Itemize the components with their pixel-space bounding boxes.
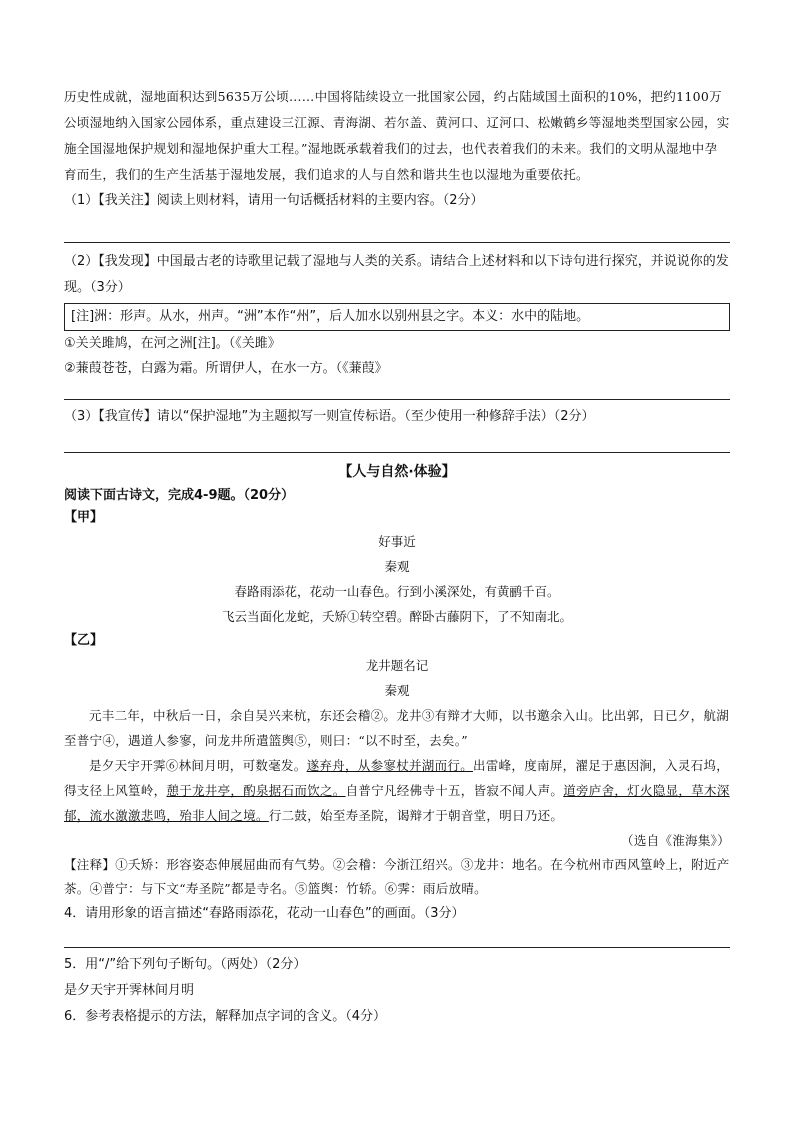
yi-p2-d-underlined: 憩于龙井亭，酌泉据石而饮之。 [166, 783, 346, 798]
question-4: 4．请用形象的语言描述“春路雨添花，花动一山春色”的画面。（3分） [64, 906, 465, 921]
yi-paragraph-1: 元丰二年，中秋后一日，余自吴兴来杭，东还会稽②。龙井③有辩才大师，以书邀余入山。比出郭，日已夕，航湖至普宁④，遇道人参寥，问龙井所遣篮舆⑤，则曰：“以不时至，去矣。” [64, 708, 730, 748]
source-citation: （选自《淮海集》） [621, 833, 730, 848]
jia-author: 秦观 [384, 559, 410, 574]
annotation-notes: 【注释】①夭矫：形容姿态伸展屈曲而有气势。②会稽：今浙江绍兴。③龙井：地名。在今杭州市西风篁岭上，附近产茶。④普宁：与下文“寿圣院”都是寺名。⑤篮舆：竹轿。⑥霁：雨后放晴。 [64, 857, 730, 896]
yi-author: 秦观 [384, 683, 410, 698]
intro-paragraph: 历史性成就，湿地面积达到5635万公顷……中国将陆续设立一批国家公园，约占陆域国土面积的10%，把约1100万公顷湿地纳入国家公园体系，重点建设三江源、青海湖、若尔盖、黄河口、辽河口、松嫩鹤乡等湿地类型国家公园，实施全国湿地保护规划和湿地保护重大工程。”湿地既承载着我们的过去，也代表着我们的未来。我们的文明从湿地中孕育而生，我们的生产生活基于湿地发展，我们追求的人与自然和谐共生也以湿地为重要依托。 [64, 89, 730, 182]
section-title: 【人与自然·体验】 [338, 464, 456, 480]
answer-line-2[interactable] [64, 381, 730, 400]
note-box: [注]洲：形声。从水，州声。“洲”本作“州”，后人加水以别州县之字。本义：水中的陆地。 [64, 303, 730, 331]
poem-line-2: ②蒹葭苍苍，白露为霜。所谓伊人，在水一方。（《蒹葭》 [64, 361, 388, 376]
question-3: （3）【我宣传】请以“保护湿地”为主题拟写一则宣传标语。（至少使用一种修辞手法）（2分） [64, 409, 595, 424]
jia-line-2: 飞云当面化龙蛇，夭矫①转空碧。醉卧古藤阴下，了不知南北。 [221, 609, 572, 624]
poem-line-1: ①关关雎鸠，在河之洲[注]。（《关雎》 [64, 336, 281, 351]
question-2: （2）【我发现】中国最古老的诗歌里记载了湿地与人类的关系。请结合上述材料和以下诗句进行探究，并说说你的发现。（3分） [64, 254, 729, 295]
yi-label: 【乙】 [64, 633, 104, 648]
document-page [64, 84, 730, 1030]
question-5-sentence[interactable]: 是夕天宇开霁林间月明 [64, 983, 195, 998]
yi-p2-c: 出雷峰，度南屏，濯足于惠因涧，入灵石坞，得支径上风篁岭， [64, 758, 730, 798]
answer-line-3[interactable] [64, 430, 730, 453]
yi-p2-e: 自普宁凡经佛寺十五，皆寂不闻人声。 [345, 783, 564, 798]
yi-p2-f-underlined: 道旁庐舍，灯火隐显，草木深郁，流水激激悲鸣，殆非人间之境。 [64, 783, 730, 823]
yi-title: 龙井题名记 [365, 658, 429, 673]
yi-p2-b-underlined: 遂弃舟，从参寥杖并湖而行。 [306, 758, 474, 773]
yi-paragraph-2 [64, 753, 730, 828]
question-5: 5．用“/”给下列句子断句。（两处）（2分） [64, 957, 307, 972]
answer-line-4[interactable] [64, 927, 730, 948]
yi-p2-g: 行二鼓，始至寿圣院，谒辩才于朝音堂，明日乃还。 [268, 808, 564, 823]
reading-instruction: 阅读下面古诗文，完成4-9题。（20分） [64, 488, 295, 503]
answer-line-1[interactable] [64, 214, 730, 243]
jia-title: 好事近 [378, 534, 416, 549]
jia-line-1: 春路雨添花，花动一山春色。行到小溪深处，有黄鹂千百。 [234, 584, 560, 599]
question-1: （1）【我关注】阅读上则材料，请用一句话概括材料的主要内容。（2分） [64, 193, 484, 208]
jia-label: 【甲】 [64, 510, 104, 525]
question-6: 6．参考表格提示的方法，解释加点字词的含义。（4分） [64, 1009, 387, 1024]
yi-p2-a: 是夕天宇开霁⑥林间月明，可数毫发。 [89, 758, 307, 773]
